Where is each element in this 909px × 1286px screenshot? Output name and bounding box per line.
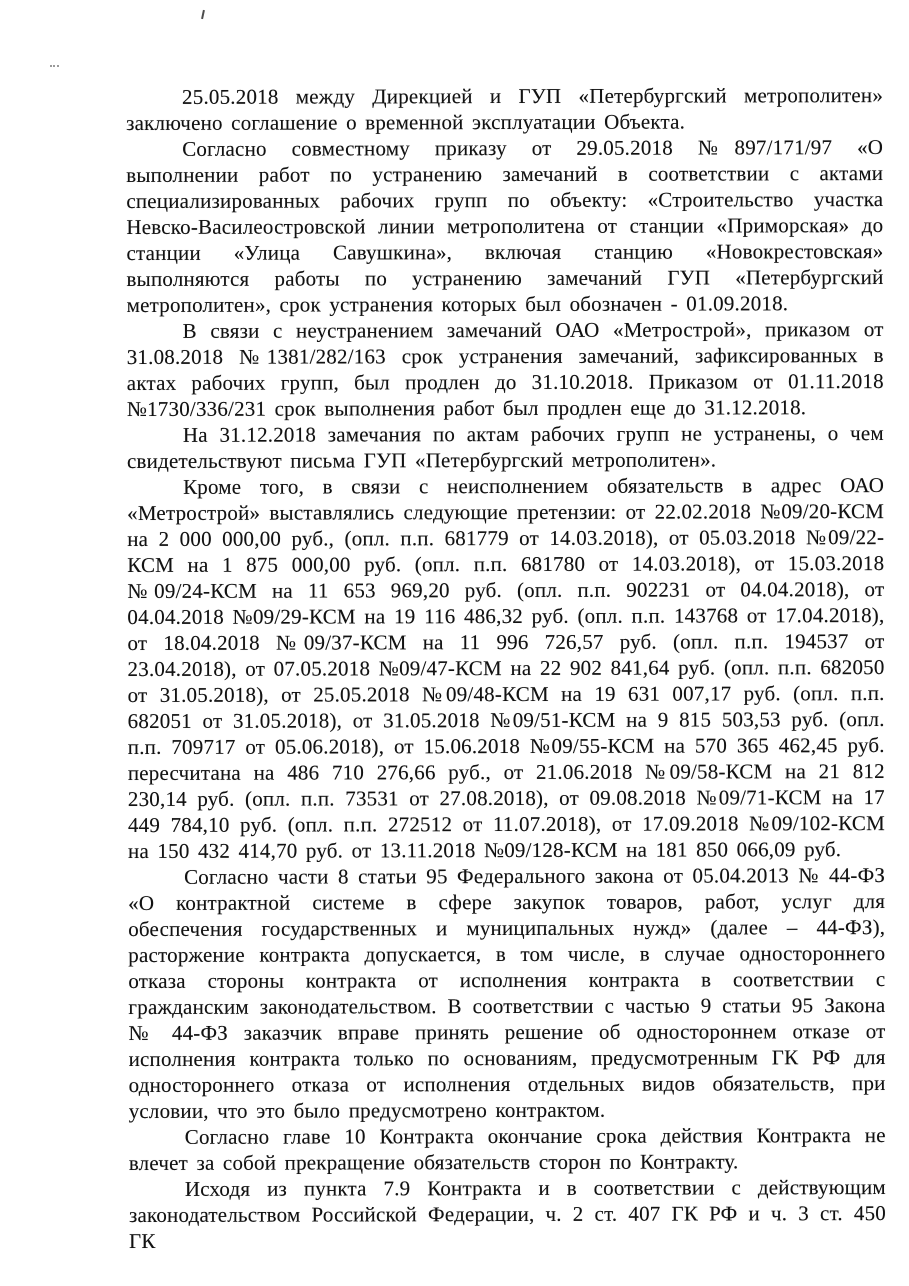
scan-speck-icon	[201, 10, 205, 19]
paragraph-law-44-fz: Согласно части 8 статьи 95 Федерального закона от 05.04.2013 № 44-ФЗ «О контрактной системе в сфере закупок товаров, работ, услуг для обеспечения государственных и муниципальных нужд» (далее – 44-ФЗ), расторжение контракта допускается, в том числе, в случае одностороннего отказа стороны контракта от исполнения контракта в соответствии с гражданским законодательством. В соответствии с частью 9 статьи 95 Закона № 44-ФЗ заказчик вправе принять решение об одностороннем отказе от исполнения контракта только по основаниям, предусмотренным ГК РФ для одностороннего отказа от исполнения отдельных видов обязательств, при условии, что это было предусмотрено контрактом.	[128, 863, 886, 1123]
paragraph-remarks-not-fixed: На 31.12.2018 замечания по актам рабочих групп не устранены, о чем свидетельствуют письма ГУП «Петербургский метрополитен».	[126, 421, 884, 473]
scan-speck-icon	[50, 62, 59, 67]
paragraph-claims-list: Кроме того, в связи с неисполнением обязательств в адрес ОАО «Метрострой» выставлялись следующие претензии: от 22.02.2018 №09/20-КСМ на 2 000 000,00 руб., (опл. п.п. 681779 от 14.03.2018), от 05.03.2018 №09/22-КСМ на 1 875 000,00 руб. (опл. п.п. 681780 от 14.03.2018), от 15.03.2018 №09/24-КСМ на 11 653 969,20 руб. (опл. п.п. 902231 от 04.04.2018), от 04.04.2018 №09/29-КСМ на 19 116 486,32 руб. (опл. п.п. 143768 от 17.04.2018), от 18.04.2018 №09/37-КСМ на 11 996 726,57 руб. (опл. п.п. 194537 от 23.04.2018), от 07.05.2018 №09/47-КСМ на 22 902 841,64 руб. (опл. п.п. 682050 от 31.05.2018), от 25.05.2018 №09/48-КСМ на 19 631 007,17 руб. (опл. п.п. 682051 от 31.05.2018), от 31.05.2018 №09/51-КСМ на 9 815 503,53 руб. (опл. п.п. 709717 от 05.06.2018), от 15.06.2018 №09/55-КСМ на 570 365 462,45 руб. пересчитана на 486 710 276,66 руб., от 21.06.2018 №09/58-КСМ на 21 812 230,14 руб. (опл. п.п. 73531 от 27.08.2018), от 09.08.2018 №09/71-КСМ на 17 449 784,10 руб. (опл. п.п. 272512 от 11.07.2018), от 17.09.2018 №09/102-КСМ на 150 432 414,70 руб. от 13.11.2018 №09/128-КСМ на 181 850 066,09 руб.	[127, 473, 885, 863]
paragraph-deadline-extensions: В связи с неустранением замечаний ОАО «Метрострой», приказом от 31.08.2018 №1381/282/163 срок устранения замечаний, зафиксированных в актах рабочих групп, был продлен до 31.10.2018. Приказом от 01.11.2018 №1730/336/231 срок выполнения работ был продлен еще до 31.12.2018.	[126, 317, 884, 421]
paragraph-joint-order: Согласно совместному приказу от 29.05.2018 №897/171/97 «О выполнении работ по устранению замечаний в соответствии с актами специализированных рабочих групп по объекту: «Строительство участка Невско-Василеостровской линии метрополитена от станции «Приморская» до станции «Улица Савушкина», включая станцию «Новокрестовская» выполняются работы по устранению замечаний ГУП «Петербургский метрополитен», срок устранения которых был обозначен - 01.09.2018.	[126, 135, 884, 317]
document-text-block	[126, 82, 886, 1254]
paragraph-agreement-operation: 25.05.2018 между Дирекцией и ГУП «Петербургский метрополитен» заключено соглашение о временной эксплуатации Объекта.	[126, 83, 884, 135]
paragraph-contract-chapter-10: Согласно главе 10 Контракта окончание срока действия Контракта не влечет за собой прекращение обязательств сторон по Контракту.	[128, 1123, 886, 1175]
paragraph-contract-point-7-9: Исходя из пункта 7.9 Контракта и в соответствии с действующим законодательством Российской Федерации, ч. 2 ст. 407 ГК РФ и ч. 3 ст. 450 ГК	[128, 1175, 886, 1253]
